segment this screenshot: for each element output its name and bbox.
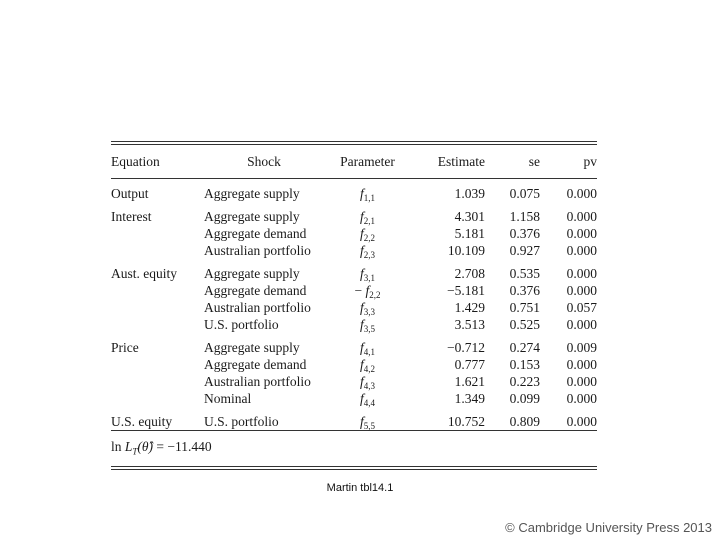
cell-estimate: 4.301 bbox=[454, 209, 485, 224]
table-row bbox=[111, 282, 597, 299]
cell-shock: Nominal bbox=[204, 391, 252, 406]
cell-se: 0.153 bbox=[509, 357, 540, 372]
cell-parameter: $f_{4,3}$ bbox=[359, 374, 375, 391]
cell-pv: 0.000 bbox=[566, 391, 597, 406]
cell-shock: Aggregate demand bbox=[204, 226, 307, 241]
cell-equation: Interest bbox=[111, 209, 152, 224]
cell-equation bbox=[111, 242, 204, 259]
cell-shock: Australian portfolio bbox=[204, 374, 311, 389]
header-estimate: Estimate bbox=[437, 154, 485, 169]
cell-parameter: $f_{1,1}$ bbox=[359, 186, 375, 203]
table-row bbox=[111, 299, 597, 316]
cell-se: 0.376 bbox=[509, 283, 540, 298]
table-row bbox=[111, 225, 597, 242]
cell-shock: Aggregate demand bbox=[204, 357, 307, 372]
cell-pv: 0.000 bbox=[566, 209, 597, 224]
cell-pv: 0.009 bbox=[566, 340, 597, 355]
cell-shock: U.S. portfolio bbox=[204, 414, 279, 429]
table-row bbox=[111, 333, 597, 356]
cell-pv: 0.000 bbox=[566, 283, 597, 298]
cell-shock: Aggregate demand bbox=[204, 283, 307, 298]
cell-pv: 0.000 bbox=[566, 414, 597, 429]
cell-estimate: 1.429 bbox=[454, 300, 485, 315]
cell-equation: Price bbox=[111, 340, 139, 355]
cell-shock: Aggregate supply bbox=[204, 266, 300, 281]
cell-se: 0.075 bbox=[509, 186, 540, 201]
slide-caption: Martin tbl14.1 bbox=[326, 482, 394, 494]
cell-parameter: $f_{3,5}$ bbox=[359, 317, 375, 334]
copyright-notice: © Cambridge University Press 2013 bbox=[505, 520, 712, 535]
cell-parameter: $f_{4,1}$ bbox=[359, 340, 375, 357]
cell-se: 0.525 bbox=[509, 317, 540, 332]
header-row bbox=[111, 145, 597, 178]
cell-parameter: $f_{2,2}$ bbox=[359, 226, 375, 243]
cell-equation: Output bbox=[111, 186, 149, 201]
cell-equation bbox=[111, 316, 204, 333]
cell-equation bbox=[111, 373, 204, 390]
cell-equation bbox=[111, 390, 204, 407]
header-parameter: Parameter bbox=[340, 154, 395, 169]
cell-pv: 0.000 bbox=[566, 317, 597, 332]
header-se: se bbox=[528, 154, 540, 169]
cell-se: 1.158 bbox=[509, 209, 540, 224]
cell-estimate: 1.621 bbox=[454, 374, 485, 389]
header-shock: Shock bbox=[247, 154, 281, 169]
table-row bbox=[111, 242, 597, 259]
cell-se: 0.223 bbox=[509, 374, 540, 389]
cell-equation bbox=[111, 356, 204, 373]
cell-pv: 0.000 bbox=[566, 186, 597, 201]
estimates-table bbox=[111, 141, 597, 470]
cell-se: 0.376 bbox=[509, 226, 540, 241]
cell-estimate: 1.039 bbox=[454, 186, 485, 201]
cell-shock: Australian portfolio bbox=[204, 300, 311, 315]
cell-estimate: 10.109 bbox=[447, 243, 485, 258]
table-body bbox=[111, 145, 597, 430]
cell-equation bbox=[111, 299, 204, 316]
table-row bbox=[111, 407, 597, 430]
cell-se: 0.535 bbox=[509, 266, 540, 281]
cell-se: 0.809 bbox=[509, 414, 540, 429]
cell-pv: 0.000 bbox=[566, 243, 597, 258]
cell-parameter: $f_{3,3}$ bbox=[359, 300, 375, 317]
cell-parameter: $f_{2,3}$ bbox=[359, 243, 375, 260]
cell-parameter: $f_{3,1}$ bbox=[359, 266, 375, 283]
cell-pv: 0.000 bbox=[566, 226, 597, 241]
cell-estimate: 1.349 bbox=[454, 391, 485, 406]
cell-se: 0.927 bbox=[509, 243, 540, 258]
cell-shock: Aggregate supply bbox=[204, 209, 300, 224]
cell-estimate: 2.708 bbox=[454, 266, 485, 281]
cell-equation bbox=[111, 282, 204, 299]
cell-shock: U.S. portfolio bbox=[204, 317, 279, 332]
final-rule bbox=[111, 466, 597, 470]
cell-estimate: 5.181 bbox=[454, 226, 485, 241]
table-row bbox=[111, 259, 597, 282]
table-row bbox=[111, 373, 597, 390]
header-equation: Equation bbox=[111, 154, 160, 169]
cell-estimate: 0.777 bbox=[454, 357, 485, 372]
cell-estimate: 3.513 bbox=[454, 317, 485, 332]
cell-equation bbox=[111, 225, 204, 242]
table-row bbox=[111, 179, 597, 202]
table-row bbox=[111, 390, 597, 407]
cell-equation: U.S. equity bbox=[111, 414, 173, 429]
cell-se: 0.751 bbox=[509, 300, 540, 315]
cell-shock: Aggregate supply bbox=[204, 186, 300, 201]
cell-shock: Aggregate supply bbox=[204, 340, 300, 355]
cell-estimate: −5.181 bbox=[447, 283, 485, 298]
cell-pv: 0.057 bbox=[566, 300, 597, 315]
cell-estimate: −0.712 bbox=[447, 340, 485, 355]
table-row bbox=[111, 202, 597, 225]
log-likelihood: $\ln L_T(\thetâ) = -11.440$ bbox=[111, 439, 212, 457]
cell-parameter: − $f_{2,2}$ bbox=[354, 283, 381, 300]
table-row bbox=[111, 356, 597, 373]
cell-pv: 0.000 bbox=[566, 266, 597, 281]
cell-pv: 0.000 bbox=[566, 374, 597, 389]
cell-parameter: $f_{4,4}$ bbox=[359, 391, 375, 408]
cell-equation: Aust. equity bbox=[111, 266, 177, 281]
header-pv: pv bbox=[583, 154, 597, 169]
table-row bbox=[111, 316, 597, 333]
cell-pv: 0.000 bbox=[566, 357, 597, 372]
cell-parameter: $f_{2,1}$ bbox=[359, 209, 375, 226]
cell-se: 0.099 bbox=[509, 391, 540, 406]
cell-parameter: $f_{4,2}$ bbox=[359, 357, 375, 374]
cell-estimate: 10.752 bbox=[447, 414, 485, 429]
cell-parameter: $f_{5,5}$ bbox=[359, 414, 375, 431]
cell-shock: Australian portfolio bbox=[204, 243, 311, 258]
cell-se: 0.274 bbox=[509, 340, 540, 355]
